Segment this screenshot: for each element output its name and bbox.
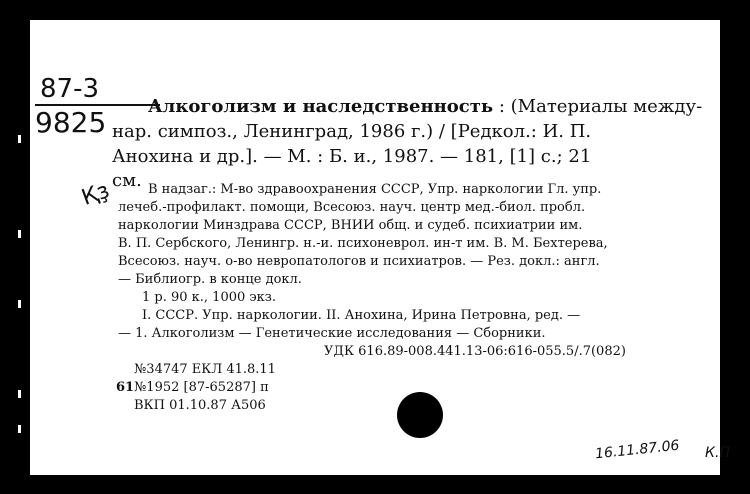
shelfmark-line2: 9825: [35, 106, 107, 139]
udc-line: УДК 616.89-008.441.13-06:616-055.5/.7(082): [324, 344, 626, 359]
record-line2: нар. симпоз., Ленинград, 1986 г.) / [Редкол.: И. П.: [112, 121, 592, 142]
note-line: — Библиогр. в конце докл.: [118, 272, 302, 287]
edge-mark: [18, 425, 21, 433]
control-number-prefix: 61: [116, 380, 135, 395]
note-line: Всесоюз. науч. о-во невропатологов и психиатров. — Рез. докл.: англ.: [118, 254, 600, 269]
record-title-rest: : (Материалы между-: [493, 96, 703, 117]
title-line: [148, 96, 702, 117]
note-line: лечеб.-профилакт. помощи, Всесоюз. науч. центр мед.-биол. пробл.: [118, 200, 586, 215]
control-number-line1: №34747 ЕКЛ 41.8.11: [134, 362, 276, 377]
note-line: наркологии Минздрава СССР, ВНИИ общ. и судеб. психиатрии им.: [118, 218, 583, 233]
edge-mark: [18, 135, 21, 143]
record-line3: Анохина и др.]. — М. : Б. и., 1987. — 181, [1] с.; 21: [112, 146, 592, 167]
note-line: В надзаг.: М-во здравоохранения СССР, Упр. наркологии Гл. упр.: [148, 182, 602, 197]
price-line: 1 р. 90 к., 1000 экз.: [142, 290, 277, 305]
tracings-line1: I. СССР. Упр. наркологии. II. Анохина, Ирина Петровна, ред. —: [142, 308, 581, 323]
record-line4: см.: [112, 170, 142, 191]
edge-mark: [18, 230, 21, 238]
catalog-card: [30, 20, 730, 475]
note-line: В. П. Сербского, Ленингр. н.-и. психоневрол. ин-т им. В. М. Бехтерева,: [118, 236, 608, 251]
record-title: Алкоголизм и наследственность: [148, 96, 494, 117]
punch-hole: [397, 392, 443, 438]
edge-mark: [18, 300, 21, 308]
control-number-line3: ВКП 01.10.87 А506: [134, 398, 266, 413]
control-number-line2: №1952 [87-65287] п: [134, 380, 269, 395]
shelfmark-line1: 87-3: [40, 74, 100, 104]
handwritten-scribble: Қҙ: [78, 178, 113, 211]
tracings-line2: — 1. Алкоголизм — Генетические исследования — Сборники.: [118, 326, 546, 341]
handwritten-date: 16.11.87.06: [594, 437, 681, 463]
edge-mark: [18, 390, 21, 398]
handwritten-initials: К.П: [705, 445, 730, 461]
